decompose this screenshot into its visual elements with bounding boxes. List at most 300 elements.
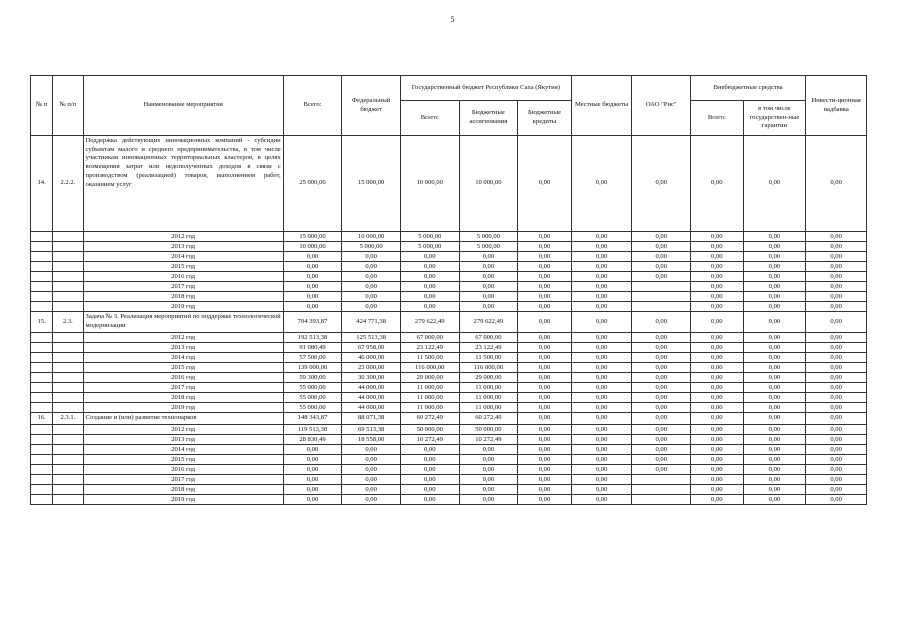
value-cell: 0,00 (806, 136, 867, 232)
measure-name: Поддержка действующих инновационных компаний - субсидии субъектам малого и среднего предпринимательства, в том числе участникам инновационных территориальных кластеров, в целях возмещения затрат или недополученных доходов в связи с производством (реализацией) товаров, выполнением работ, оказанием услуг (83, 136, 283, 232)
empty-cell (53, 262, 83, 272)
header-extra-guarantees: в том числе государствен-ные гарантии (743, 101, 806, 136)
value-cell: 0,00 (691, 333, 744, 343)
value-cell: 0,00 (400, 252, 459, 262)
value-cell: 0,00 (283, 495, 342, 505)
empty-cell (31, 383, 53, 393)
year-row (31, 262, 867, 272)
value-cell: 0,00 (459, 282, 518, 292)
value-cell: 0,00 (691, 403, 744, 413)
empty-cell (53, 445, 83, 455)
main-row (31, 136, 867, 232)
value-cell: 0,00 (518, 292, 572, 302)
year-row (31, 485, 867, 495)
year-row (31, 495, 867, 505)
value-cell: 59 300,00 (283, 373, 342, 383)
empty-cell (53, 232, 83, 242)
value-cell: 0,00 (632, 252, 691, 262)
value-cell: 0,00 (400, 445, 459, 455)
value-cell: 0,00 (400, 302, 459, 312)
year-label: 2012 год (83, 232, 283, 242)
empty-cell (53, 425, 83, 435)
value-cell: 10 272,49 (459, 435, 518, 445)
empty-cell (31, 242, 53, 252)
value-cell: 0,00 (400, 282, 459, 292)
value-cell: 0,00 (571, 292, 632, 302)
value-cell: 44 000,00 (342, 383, 401, 393)
header-state-budget: Государственный бюджет Республики Саха (Якутия) (400, 76, 571, 101)
value-cell: 88 071,38 (342, 413, 401, 425)
row-number: 15. (31, 312, 53, 333)
value-cell: 0,00 (632, 373, 691, 383)
value-cell: 11 000,00 (400, 403, 459, 413)
value-cell: 0,00 (518, 413, 572, 425)
value-cell: 67 958,00 (342, 343, 401, 353)
header-no: № п (31, 76, 53, 136)
value-cell: 0,00 (518, 403, 572, 413)
value-cell: 0,00 (571, 242, 632, 252)
value-cell: 0,00 (459, 252, 518, 262)
value-cell: 0,00 (691, 445, 744, 455)
value-cell: 0,00 (459, 292, 518, 302)
value-cell: 139 000,00 (283, 363, 342, 373)
value-cell: 0,00 (632, 242, 691, 252)
value-cell: 0,00 (632, 232, 691, 242)
header-local: Местные бюджеты (571, 76, 632, 136)
value-cell: 0,00 (691, 485, 744, 495)
value-cell: 0,00 (632, 383, 691, 393)
value-cell: 55 000,00 (283, 393, 342, 403)
year-label: 2013 год (83, 343, 283, 353)
header-extra-budget: Внебюджетные средства (691, 76, 806, 101)
year-row (31, 363, 867, 373)
value-cell: 0,00 (518, 475, 572, 485)
value-cell: 0,00 (632, 435, 691, 445)
value-cell: 0,00 (571, 333, 632, 343)
value-cell: 0,00 (743, 403, 806, 413)
value-cell: 0,00 (743, 252, 806, 262)
page-number: 5 (450, 15, 455, 24)
year-row (31, 353, 867, 363)
value-cell: 279 622,49 (459, 312, 518, 333)
value-cell: 0,00 (342, 282, 401, 292)
value-cell: 0,00 (342, 475, 401, 485)
empty-cell (31, 363, 53, 373)
empty-cell (53, 333, 83, 343)
row-code: 2.2.2. (53, 136, 83, 232)
value-cell: 0,00 (691, 262, 744, 272)
value-cell: 0,00 (743, 363, 806, 373)
value-cell: 0,00 (459, 455, 518, 465)
value-cell: 0,00 (632, 403, 691, 413)
row-code: 2.3. (53, 312, 83, 333)
value-cell: 0,00 (743, 292, 806, 302)
value-cell: 192 513,38 (283, 333, 342, 343)
year-label: 2018 год (83, 485, 283, 495)
empty-cell (53, 363, 83, 373)
value-cell: 0,00 (518, 485, 572, 495)
year-label: 2014 год (83, 445, 283, 455)
value-cell: 0,00 (518, 455, 572, 465)
value-cell: 0,00 (342, 262, 401, 272)
year-row (31, 393, 867, 403)
value-cell: 0,00 (342, 272, 401, 282)
empty-cell (53, 302, 83, 312)
value-cell: 0,00 (806, 445, 867, 455)
value-cell: 0,00 (571, 252, 632, 262)
value-cell: 0,00 (283, 465, 342, 475)
value-cell: 0,00 (691, 292, 744, 302)
value-cell: 0,00 (743, 485, 806, 495)
value-cell: 0,00 (743, 383, 806, 393)
value-cell: 116 000,00 (400, 363, 459, 373)
value-cell: 60 272,49 (400, 413, 459, 425)
value-cell: 0,00 (518, 282, 572, 292)
header-oao: ОАО "Рис" (632, 76, 691, 136)
value-cell: 0,00 (571, 495, 632, 505)
year-row (31, 232, 867, 242)
value-cell: 0,00 (806, 455, 867, 465)
value-cell: 11 500,00 (459, 353, 518, 363)
value-cell: 0,00 (518, 302, 572, 312)
value-cell: 0,00 (632, 343, 691, 353)
value-cell: 0,00 (743, 373, 806, 383)
value-cell: 0,00 (743, 136, 806, 232)
header-state-credit: Бюджетные кредиты (518, 101, 572, 136)
value-cell: 0,00 (342, 455, 401, 465)
value-cell: 0,00 (459, 485, 518, 495)
value-cell: 11 000,00 (459, 383, 518, 393)
value-cell: 0,00 (400, 475, 459, 485)
year-label: 2016 год (83, 465, 283, 475)
empty-cell (31, 302, 53, 312)
value-cell: 704 393,87 (283, 312, 342, 333)
value-cell: 0,00 (283, 292, 342, 302)
value-cell: 0,00 (571, 445, 632, 455)
empty-cell (31, 343, 53, 353)
value-cell: 0,00 (806, 393, 867, 403)
value-cell: 0,00 (571, 232, 632, 242)
value-cell: 0,00 (571, 136, 632, 232)
value-cell: 0,00 (632, 393, 691, 403)
table-body (31, 136, 867, 505)
value-cell: 0,00 (518, 383, 572, 393)
value-cell: 67 000,00 (459, 333, 518, 343)
year-label: 2014 год (83, 353, 283, 363)
value-cell: 0,00 (400, 272, 459, 282)
value-cell: 0,00 (459, 262, 518, 272)
empty-cell (53, 465, 83, 475)
value-cell: 0,00 (743, 242, 806, 252)
year-label: 2012 год (83, 425, 283, 435)
year-label: 2019 год (83, 302, 283, 312)
value-cell: 0,00 (691, 425, 744, 435)
value-cell: 10 272,49 (400, 435, 459, 445)
value-cell: 0,00 (518, 272, 572, 282)
header-name: Наименование мероприятия (83, 76, 283, 136)
value-cell: 0,00 (400, 495, 459, 505)
year-row (31, 302, 867, 312)
value-cell: 0,00 (743, 435, 806, 445)
empty-cell (53, 292, 83, 302)
value-cell: 23 122,49 (400, 343, 459, 353)
value-cell: 0,00 (691, 343, 744, 353)
value-cell: 91 080,49 (283, 343, 342, 353)
value-cell: 0,00 (571, 455, 632, 465)
value-cell: 0,00 (743, 425, 806, 435)
value-cell: 0,00 (283, 252, 342, 262)
value-cell: 0,00 (632, 272, 691, 282)
value-cell: 0,00 (283, 445, 342, 455)
value-cell: 0,00 (400, 292, 459, 302)
year-row (31, 435, 867, 445)
year-label: 2015 год (83, 363, 283, 373)
year-row (31, 272, 867, 282)
measure-name: Задача № 3. Реализация мероприятий по поддержке технологической модернизации (83, 312, 283, 333)
value-cell: 18 558,00 (342, 435, 401, 445)
value-cell: 0,00 (743, 475, 806, 485)
measure-name: Создание и (или) развитие технопарков (83, 413, 283, 425)
value-cell: 0,00 (691, 373, 744, 383)
value-cell: 0,00 (806, 262, 867, 272)
value-cell: 0,00 (691, 312, 744, 333)
year-label: 2013 год (83, 435, 283, 445)
empty-cell (31, 353, 53, 363)
value-cell (632, 495, 691, 505)
value-cell: 0,00 (743, 353, 806, 363)
empty-cell (53, 252, 83, 262)
value-cell: 0,00 (518, 445, 572, 455)
value-cell: 0,00 (283, 475, 342, 485)
value-cell: 0,00 (806, 353, 867, 363)
value-cell: 0,00 (571, 465, 632, 475)
year-label: 2017 год (83, 475, 283, 485)
value-cell: 50 000,00 (459, 425, 518, 435)
value-cell: 10 000,00 (459, 136, 518, 232)
year-label: 2015 год (83, 455, 283, 465)
empty-cell (31, 393, 53, 403)
value-cell: 0,00 (806, 292, 867, 302)
empty-cell (53, 353, 83, 363)
value-cell: 0,00 (571, 272, 632, 282)
value-cell: 50 000,00 (400, 425, 459, 435)
value-cell: 0,00 (518, 425, 572, 435)
value-cell: 0,00 (632, 262, 691, 272)
value-cell: 0,00 (518, 495, 572, 505)
value-cell: 0,00 (806, 363, 867, 373)
value-cell: 15 000,00 (283, 232, 342, 242)
value-cell: 119 513,38 (283, 425, 342, 435)
year-label: 2014 год (83, 252, 283, 262)
value-cell: 0,00 (632, 413, 691, 425)
value-cell: 0,00 (743, 413, 806, 425)
header-extra-total: Всего: (691, 101, 744, 136)
value-cell: 0,00 (459, 495, 518, 505)
value-cell: 10 000,00 (342, 232, 401, 242)
value-cell: 0,00 (632, 363, 691, 373)
year-row (31, 455, 867, 465)
value-cell: 125 513,38 (342, 333, 401, 343)
year-label: 2016 год (83, 373, 283, 383)
value-cell: 0,00 (632, 425, 691, 435)
value-cell: 0,00 (806, 495, 867, 505)
value-cell: 0,00 (691, 232, 744, 242)
value-cell: 0,00 (571, 393, 632, 403)
value-cell: 0,00 (518, 312, 572, 333)
value-cell: 0,00 (806, 282, 867, 292)
value-cell: 29 000,00 (459, 373, 518, 383)
value-cell: 5 000,00 (459, 242, 518, 252)
value-cell: 0,00 (342, 465, 401, 475)
year-label: 2013 год (83, 242, 283, 252)
empty-cell (31, 282, 53, 292)
value-cell: 0,00 (571, 425, 632, 435)
value-cell: 23 000,00 (342, 363, 401, 373)
value-cell: 55 000,00 (283, 403, 342, 413)
value-cell: 10 000,00 (400, 136, 459, 232)
value-cell: 0,00 (743, 455, 806, 465)
year-row (31, 465, 867, 475)
value-cell: 0,00 (806, 252, 867, 262)
year-row (31, 425, 867, 435)
value-cell: 0,00 (806, 302, 867, 312)
value-cell: 0,00 (571, 413, 632, 425)
main-row (31, 312, 867, 333)
value-cell: 424 771,38 (342, 312, 401, 333)
value-cell: 0,00 (571, 302, 632, 312)
value-cell: 148 343,87 (283, 413, 342, 425)
row-code: 2.3.1. (53, 413, 83, 425)
header-total: Всего: (283, 76, 342, 136)
value-cell: 0,00 (459, 475, 518, 485)
year-row (31, 403, 867, 413)
empty-cell (31, 445, 53, 455)
value-cell: 0,00 (283, 302, 342, 312)
year-label: 2017 год (83, 383, 283, 393)
value-cell: 0,00 (691, 465, 744, 475)
empty-cell (53, 272, 83, 282)
value-cell: 0,00 (342, 485, 401, 495)
row-number: 14. (31, 136, 53, 232)
value-cell: 0,00 (571, 403, 632, 413)
empty-cell (53, 242, 83, 252)
value-cell: 0,00 (342, 252, 401, 262)
year-row (31, 252, 867, 262)
year-row (31, 333, 867, 343)
value-cell: 11 000,00 (459, 393, 518, 403)
year-row (31, 282, 867, 292)
value-cell: 0,00 (691, 455, 744, 465)
value-cell: 0,00 (691, 363, 744, 373)
year-label: 2016 год (83, 272, 283, 282)
empty-cell (53, 495, 83, 505)
value-cell: 0,00 (571, 475, 632, 485)
empty-cell (53, 383, 83, 393)
value-cell: 0,00 (632, 445, 691, 455)
year-label: 2018 год (83, 292, 283, 302)
value-cell: 0,00 (632, 465, 691, 475)
empty-cell (53, 455, 83, 465)
value-cell: 0,00 (518, 393, 572, 403)
empty-cell (53, 435, 83, 445)
value-cell: 0,00 (806, 383, 867, 393)
year-row (31, 292, 867, 302)
empty-cell (53, 282, 83, 292)
value-cell: 0,00 (691, 413, 744, 425)
value-cell: 0,00 (806, 242, 867, 252)
value-cell: 0,00 (743, 465, 806, 475)
empty-cell (31, 292, 53, 302)
empty-cell (31, 435, 53, 445)
header-state-total: Всего: (400, 101, 459, 136)
value-cell: 0,00 (691, 272, 744, 282)
value-cell: 0,00 (743, 282, 806, 292)
value-cell: 0,00 (518, 262, 572, 272)
value-cell: 0,00 (571, 262, 632, 272)
value-cell: 0,00 (571, 435, 632, 445)
value-cell: 0,00 (518, 465, 572, 475)
value-cell: 0,00 (400, 262, 459, 272)
value-cell: 57 500,00 (283, 353, 342, 363)
year-row (31, 445, 867, 455)
value-cell: 0,00 (691, 393, 744, 403)
value-cell: 0,00 (743, 333, 806, 343)
value-cell: 0,00 (691, 353, 744, 363)
value-cell: 0,00 (691, 475, 744, 485)
value-cell: 67 000,00 (400, 333, 459, 343)
value-cell: 0,00 (806, 272, 867, 282)
empty-cell (31, 485, 53, 495)
value-cell: 0,00 (691, 136, 744, 232)
value-cell: 0,00 (283, 485, 342, 495)
empty-cell (31, 475, 53, 485)
value-cell: 0,00 (743, 232, 806, 242)
value-cell: 25 000,00 (283, 136, 342, 232)
value-cell: 60 272,49 (459, 413, 518, 425)
table-header (31, 76, 867, 136)
value-cell: 46 000,00 (342, 353, 401, 363)
value-cell: 44 000,00 (342, 403, 401, 413)
value-cell: 0,00 (806, 425, 867, 435)
value-cell: 11 000,00 (459, 403, 518, 413)
value-cell: 0,00 (743, 312, 806, 333)
value-cell: 28 830,49 (283, 435, 342, 445)
empty-cell (31, 373, 53, 383)
value-cell: 0,00 (571, 353, 632, 363)
empty-cell (31, 262, 53, 272)
empty-cell (53, 475, 83, 485)
value-cell: 44 000,00 (342, 393, 401, 403)
value-cell: 0,00 (459, 302, 518, 312)
year-row (31, 373, 867, 383)
header-state-alloc: Бюджетные ассигнования (459, 101, 518, 136)
value-cell: 0,00 (691, 383, 744, 393)
value-cell: 0,00 (518, 435, 572, 445)
value-cell: 0,00 (806, 343, 867, 353)
value-cell: 0,00 (283, 282, 342, 292)
value-cell: 0,00 (283, 262, 342, 272)
value-cell: 11 000,00 (400, 383, 459, 393)
year-row (31, 475, 867, 485)
year-label: 2017 год (83, 282, 283, 292)
value-cell: 69 513,38 (342, 425, 401, 435)
empty-cell (31, 403, 53, 413)
value-cell: 5 000,00 (400, 232, 459, 242)
value-cell: 0,00 (459, 465, 518, 475)
value-cell: 0,00 (743, 272, 806, 282)
year-label: 2012 год (83, 333, 283, 343)
value-cell: 0,00 (632, 455, 691, 465)
